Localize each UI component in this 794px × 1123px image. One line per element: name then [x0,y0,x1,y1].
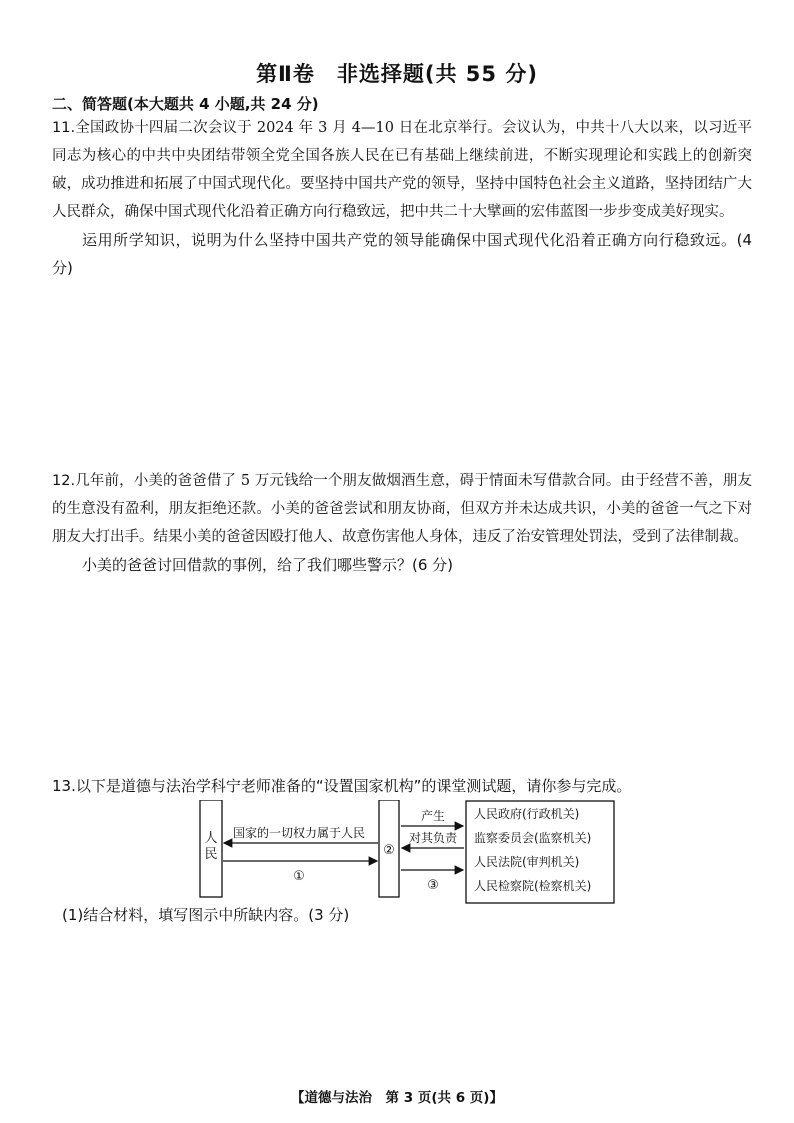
people-label: 人民 [204,831,218,862]
organ-supervision: 监察委员会(监察机关) [474,831,592,845]
blank-1-label: ① [293,869,305,884]
blank-2-label: ② [383,843,395,858]
page-footer: 【道德与法治 第 3 页(共 6 页)】 [291,1090,503,1106]
question-11-material: 全国政协十四届二次会议于 2024 年 3 月 4—10 日在北京举行。会议认为，中共十八大以来，以习近平同志为核心的中共中央团结带领全党全国各族人民在已有基础上继续前进，不断实现理论和实践上的创新突破，成功推进和拓展了中国式现代化。要坚持中国共产党的领导，坚持中国特色社会主义道路，坚持团结广大人民群众，确保中国式现代化沿着正确方向行稳致远，把中共二十大擘画的宏伟蓝图一步步变成美好现实。 [52,120,752,220]
blank-3-label: ③ [427,878,439,893]
organ-government: 人民政府(行政机关) [474,807,580,821]
question-13-intro: 以下是道德与法治学科宁老师准备的“设置国家机构”的课堂测试题，请你参与完成。 [75,777,632,795]
question-12 [52,467,752,579]
question-11-number: 11. [52,120,76,136]
question-12-number: 12. [52,473,76,489]
question-12-prompt: 小美的爸爸讨回借款的事例，给了我们哪些警示？(6 分) [82,556,454,574]
question-13 [52,772,752,800]
question-13-sub-1: (1)结合材料，填写图示中所缺内容。(3 分) [62,906,350,924]
responsible-label: 对其负责 [408,831,458,845]
organ-procuratorate: 人民检察院(检察机关) [474,879,592,893]
question-13-number: 13. [52,777,76,795]
question-11-prompt: 运用所学知识，说明为什么坚持中国共产党的领导能确保中国式现代化沿着正确方向行稳致远。(4 分) [52,231,752,277]
question-11 [52,114,752,282]
produce-label: 产生 [420,809,446,823]
organ-court: 人民法院(审判机关) [474,855,580,869]
page-title: 第Ⅱ卷 非选择题(共 55 分) [256,62,538,86]
state-organs-diagram [195,800,615,905]
question-12-material: 几年前，小美的爸爸借了 5 万元钱给一个朋友做烟酒生意，碍于情面未写借款合同。由于经营不善，朋友的生意没有盈利，朋友拒绝还款。小美的爸爸尝试和朋友协商，但双方并未达成共识，小美的爸爸一气之下对朋友大打出手。结果小美的爸爸因殴打他人、故意伤害他人身体，违反了治安管理处罚法，受到了法律制裁。 [52,473,752,545]
section-heading: 二、简答题(本大题共 4 小题,共 24 分) [52,95,319,113]
arrow-top-label: 国家的一切权力属于人民 [232,826,366,840]
